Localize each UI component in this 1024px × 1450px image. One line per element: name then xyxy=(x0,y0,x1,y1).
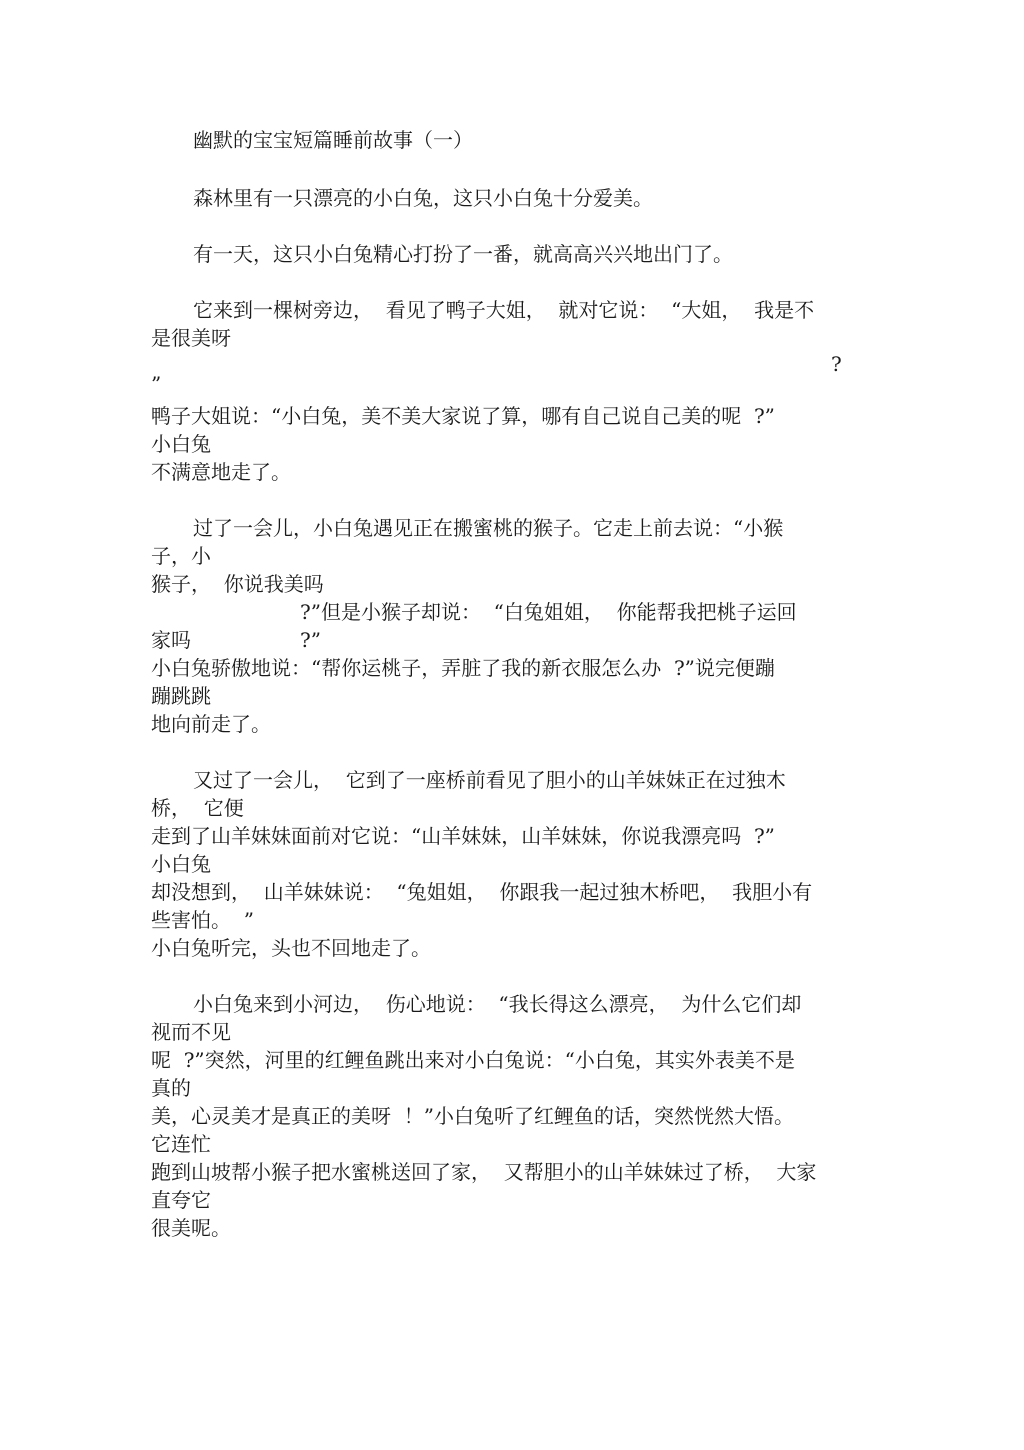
text-line: 又过了一会儿， 它到了一座桥前看见了胆小的山羊妹妹正在过独木 xyxy=(193,768,786,792)
text-line: ?” xyxy=(300,628,321,652)
text-line: 过了一会儿，小白兔遇见正在搬蜜桃的猴子。它走上前去说：“小猴 xyxy=(193,516,784,540)
text-line: 家吗 xyxy=(151,628,191,652)
text-line: 不满意地走了。 xyxy=(151,460,291,484)
document-title: 幽默的宝宝短篇睡前故事（一） xyxy=(193,128,473,152)
text-line: 呢 ?”突然，河里的红鲤鱼跳出来对小白兔说：“小白兔，其实外表美不是 xyxy=(151,1048,795,1072)
text-line: 小白兔 xyxy=(151,432,211,456)
text-line: 却没想到， 山羊妹妹说： “兔姐姐， 你跟我一起过独木桥吧， 我胆小有 xyxy=(151,880,813,904)
text-line: 桥， 它便 xyxy=(151,796,244,820)
text-line: 猴子， 你说我美吗 xyxy=(151,572,324,596)
text-line: 是很美呀 xyxy=(151,326,231,350)
text-line: ? xyxy=(831,352,842,376)
text-line: ” xyxy=(151,372,162,396)
text-line: 小白兔听完，头也不回地走了。 xyxy=(151,936,431,960)
text-line: 它来到一棵树旁边， 看见了鸭子大姐， 就对它说： “大姐， 我是不 xyxy=(193,298,815,322)
text-line: 小白兔骄傲地说：“帮你运桃子，弄脏了我的新衣服怎么办 ?”说完便蹦 xyxy=(151,656,775,680)
text-line: 它连忙 xyxy=(151,1132,211,1156)
text-line: 真的 xyxy=(151,1076,191,1100)
text-line: 些害怕。 ” xyxy=(151,908,254,932)
text-line: 子，小 xyxy=(151,544,211,568)
text-line: 森林里有一只漂亮的小白兔，这只小白兔十分爱美。 xyxy=(193,186,653,210)
text-line: ?”但是小猴子却说： “白兔姐姐， 你能帮我把桃子运回 xyxy=(300,600,797,624)
text-line: 有一天，这只小白兔精心打扮了一番，就高高兴兴地出门了。 xyxy=(193,242,733,266)
text-line: 走到了山羊妹妹面前对它说：“山羊妹妹，山羊妹妹，你说我漂亮吗 ?” xyxy=(151,824,775,848)
text-line: 蹦跳跳 xyxy=(151,684,211,708)
text-line: 地向前走了。 xyxy=(151,712,271,736)
text-line: 鸭子大姐说：“小白兔，美不美大家说了算，哪有自己说自己美的呢 ?” xyxy=(151,404,775,428)
text-line: 小白兔来到小河边， 伤心地说： “我长得这么漂亮， 为什么它们却 xyxy=(193,992,802,1016)
text-line: 跑到山坡帮小猴子把水蜜桃送回了家， 又帮胆小的山羊妹妹过了桥， 大家 xyxy=(151,1160,817,1184)
text-line: 美，心灵美才是真正的美呀 ！”小白兔听了红鲤鱼的话，突然恍然大悟。 xyxy=(151,1104,794,1128)
text-line: 很美呢。 xyxy=(151,1216,231,1240)
text-line: 视而不见 xyxy=(151,1020,231,1044)
text-line: 小白兔 xyxy=(151,852,211,876)
text-line: 直夸它 xyxy=(151,1188,211,1212)
